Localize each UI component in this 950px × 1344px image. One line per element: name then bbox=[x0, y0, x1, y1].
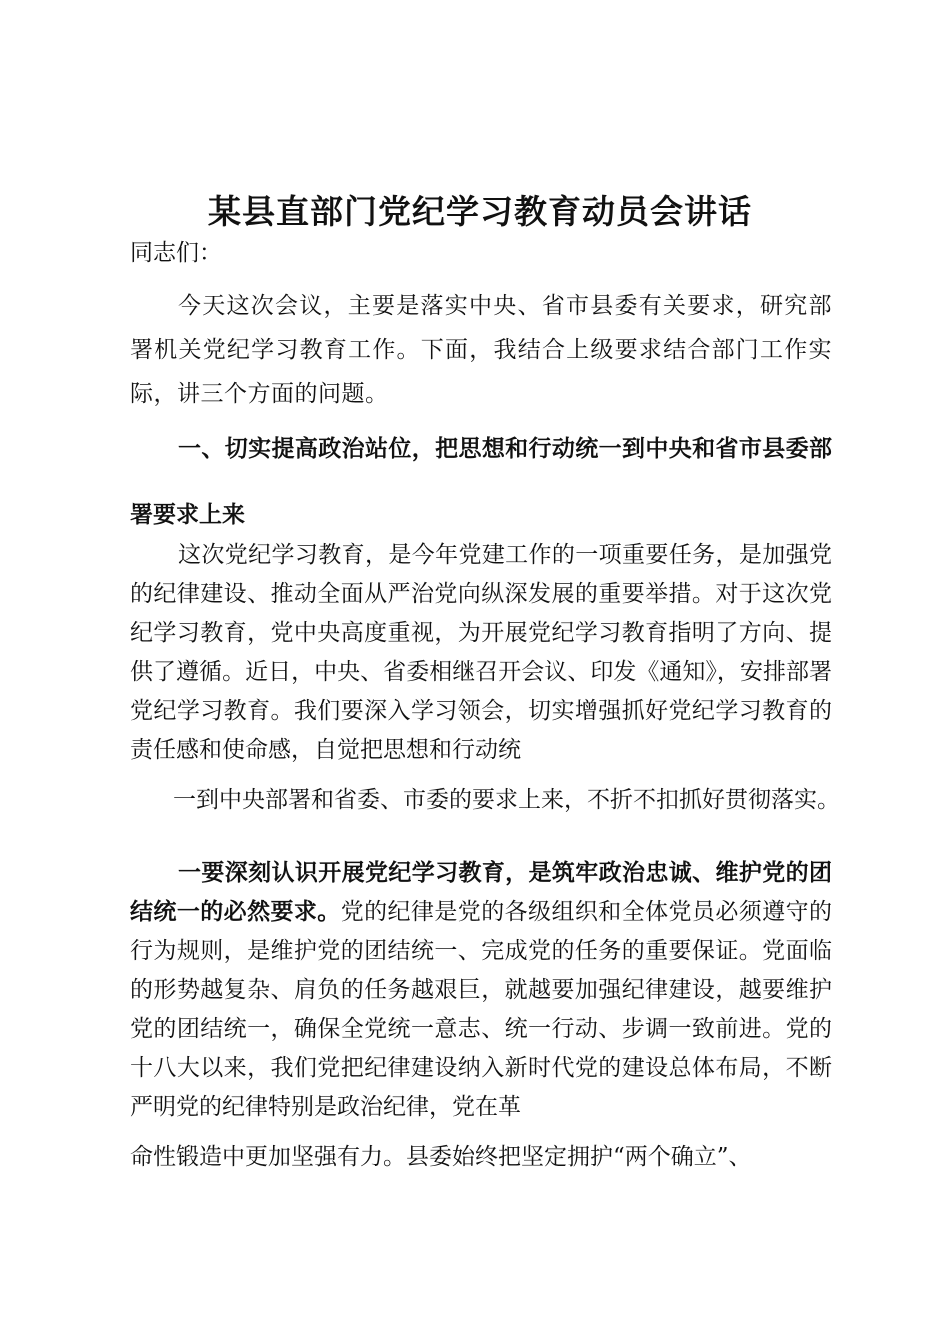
paragraph-3-body: 党的纪律是党的各级组织和全体党员必须遵守的行为规则，是维护党的团结统一、完成党的任务的重要保证。党面临的形势越复杂、肩负的任务越艰巨，就越要加强纪律建设，越要维护党的团结统一，确保全党统一意志、统一行动、步调一致前进。党的十八大以来，我们党把纪律建设纳入新时代党的建设总体布局，不断严明党的纪律特别是政治纪律，党在革 bbox=[130, 899, 833, 1120]
paragraph-intro: 今天这次会议，主要是落实中央、省市县委有关要求，研究部署机关党纪学习教育工作。下面，我结合上级要求结合部门工作实际，讲三个方面的问题。 bbox=[130, 293, 832, 407]
document-title: 某县直部门党纪学习教育动员会讲话 bbox=[208, 192, 752, 231]
paragraph-2-tail: 一到中央部署和省委、市委的要求上来，不折不扣抓好贯彻落实。 bbox=[173, 787, 840, 813]
paragraph-3-lead: 一要深刻认识开展党纪学习教育，是筑牢政治忠诚、维护党的团结统一的必然要求。 bbox=[130, 860, 832, 925]
paragraph-3 bbox=[130, 854, 832, 1127]
paragraph-2: 这次党纪学习教育，是今年党建工作的一项重要任务，是加强党的纪律建设、推动全面从严治党向纵深发展的重要举措。对于这次党纪学习教育，党中央高度重视，为开展党纪学习教育指明了方向、提供了遵循。近日，中央、省委相继召开会议、印发《通知》，安排部署党纪学习教育。我们要深入学习领会，切实增强抓好党纪学习教育的责任感和使命感，自觉把思想和行动统 bbox=[130, 542, 832, 763]
salutation: 同志们： bbox=[130, 240, 222, 266]
section-heading-1: 一、切实提高政治站位，把思想和行动统一到中央和省市县委部署要求上来 bbox=[130, 436, 832, 528]
paragraph-3-last-line: 命性锻造中更加坚强有力。县委始终把坚定拥护“两个确立”、 bbox=[130, 1144, 752, 1170]
